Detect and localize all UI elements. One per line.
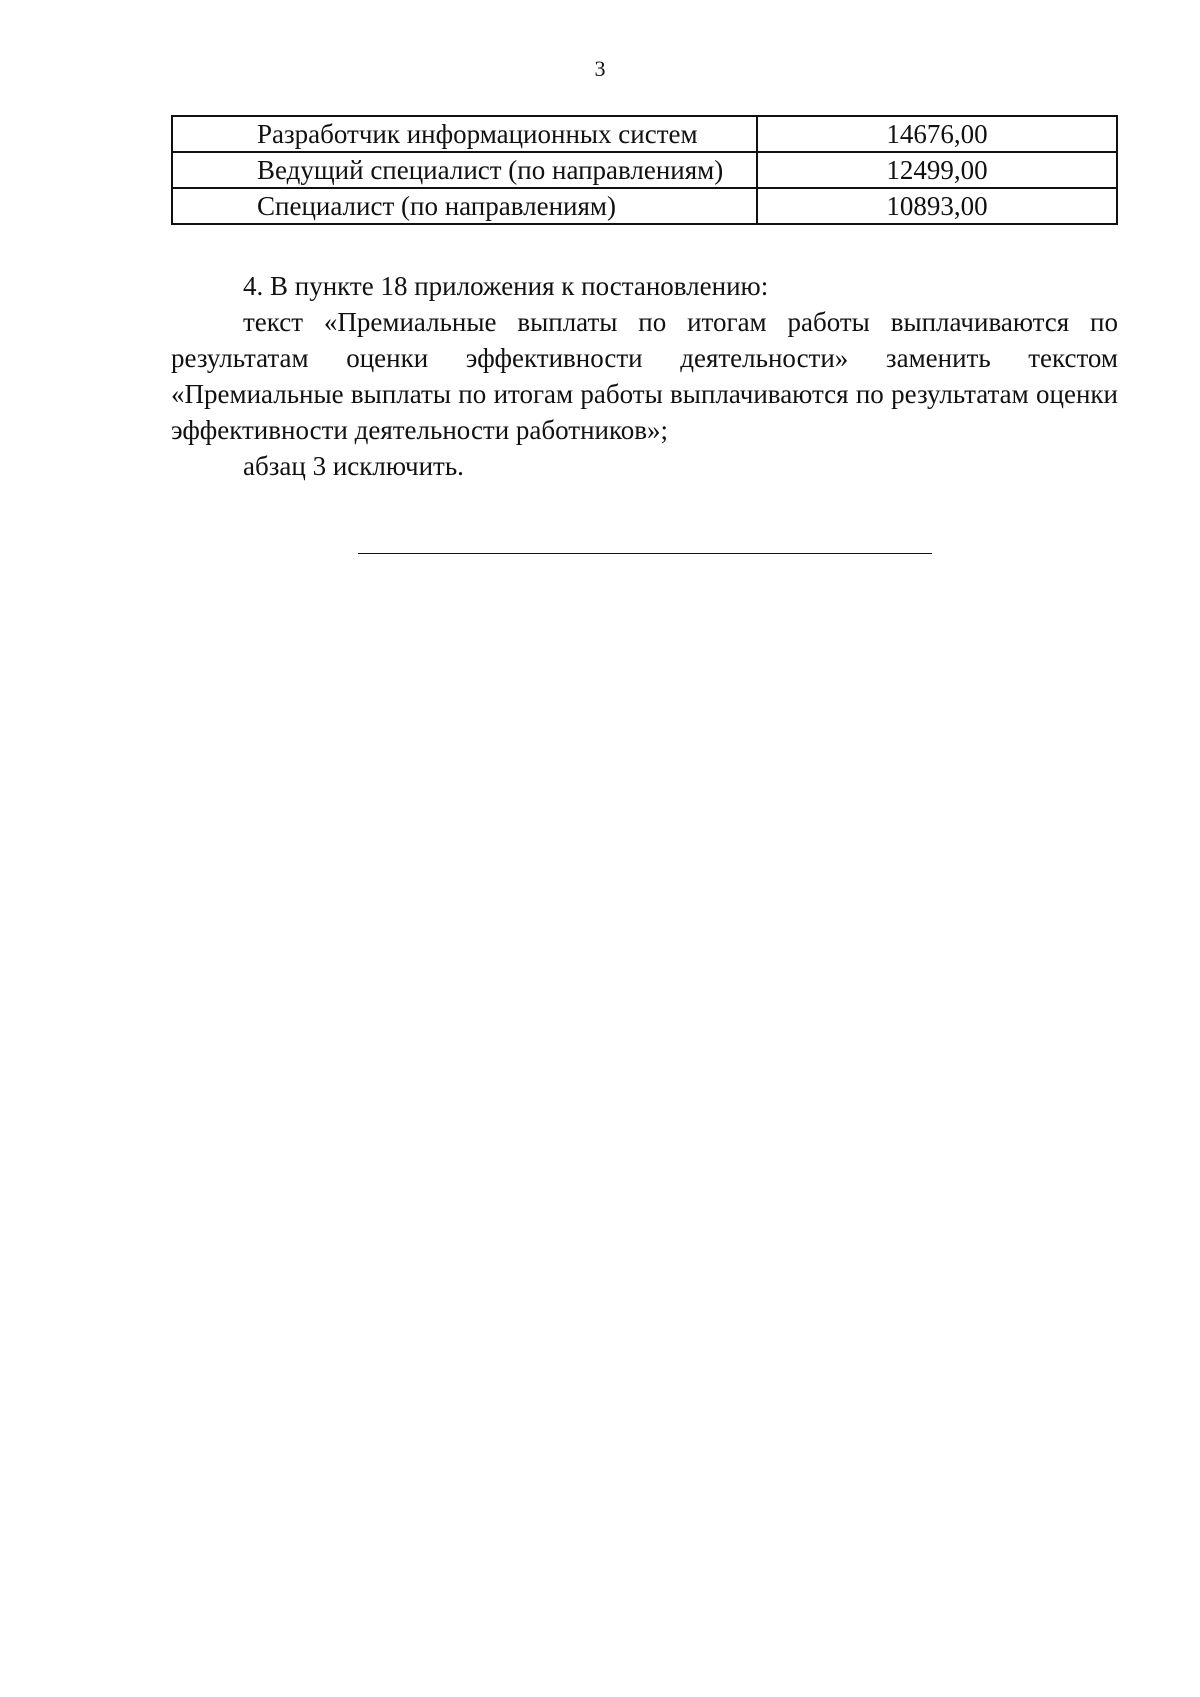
document-body <box>171 268 1118 484</box>
replace-text-paragraph: текст «Премиальные выплаты по итогам работы выплачиваются по результатам оценки эффективности деятельности» заменить текстом «Премиальные выплаты по итогам работы выплачиваются по результатам оценки эффективности деятельности работников»; <box>171 307 1118 445</box>
position-cell: Разработчик информационных систем <box>172 116 757 152</box>
table-row <box>172 152 1117 188</box>
item-4-heading: 4. В пункте 18 приложения к постановлению: <box>243 271 769 301</box>
amount-cell: 10893,00 <box>757 188 1117 224</box>
amount-cell: 12499,00 <box>757 152 1117 188</box>
salary-table <box>171 115 1118 225</box>
page-number: 3 <box>594 56 606 81</box>
end-separator-line <box>358 553 932 554</box>
amount-cell: 14676,00 <box>757 116 1117 152</box>
position-cell: Специалист (по направлениям) <box>172 188 757 224</box>
table-row <box>172 188 1117 224</box>
table-row <box>172 116 1117 152</box>
exclude-paragraph: абзац 3 исключить. <box>243 451 464 481</box>
position-cell: Ведущий специалист (по направлениям) <box>172 152 757 188</box>
